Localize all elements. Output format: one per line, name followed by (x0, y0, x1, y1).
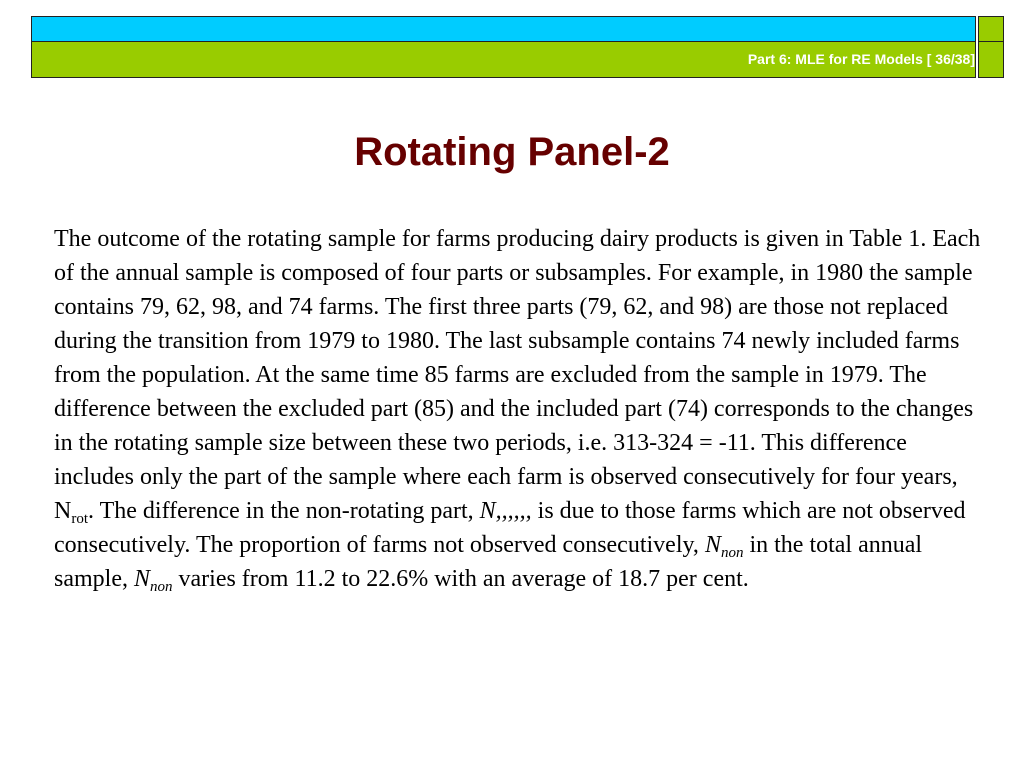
n-symbol-commas: N,,,,,, (479, 498, 532, 524)
body-text-part-1: The outcome of the rotating sample for farms producing dairy products is given in Table 1. Each of the annual sample is composed of four parts or subsamples. For example, in 1980 the sample contains 79, 62, 98, and 74 farms. The first three parts (79, 62, and 98) are those not replaced during the transition from 1979 to 1980. The last subsample contains 74 newly included farms from the population. At the same time 85 farms are excluded from the sample in 1979. The difference between the excluded part (85) and the included part (74) corresponds to the changes in the rotating sample size between these two periods, i.e. 313-324 = -11. This difference includes only the part of the sample where each farm is observed consecutively for four years, N (54, 226, 981, 524)
slide-title: Rotating Panel-2 (354, 130, 670, 174)
slide-body-paragraph (54, 222, 984, 596)
body-text-part-4: in the total annual sample, (54, 532, 923, 592)
header-bar-top (31, 16, 976, 42)
header-bar-bottom (31, 41, 976, 78)
body-text-part-5: varies from 11.2 to 22.6% with an average of 18.7 per cent. (172, 566, 749, 592)
n-letter-1: N (704, 532, 721, 558)
slide-part-label: Part 6: MLE for RE Models [ 36/38] (747, 51, 975, 67)
body-text-part-3: is due to those farms which are not observed consecutively. The proportion of farms not observed consecutively, (54, 498, 966, 558)
subscript-non-2: non (150, 579, 173, 595)
n-non-symbol-2 (133, 566, 173, 595)
corner-square-top (978, 16, 1004, 42)
corner-square-bottom (978, 41, 1004, 78)
n-non-symbol-1 (704, 532, 744, 561)
subscript-non-1: non (720, 545, 744, 561)
body-text-part-2: . The difference in the non-rotating part, (88, 498, 480, 524)
n-letter-2: N (133, 566, 150, 592)
subscript-rot: rot (71, 511, 89, 527)
